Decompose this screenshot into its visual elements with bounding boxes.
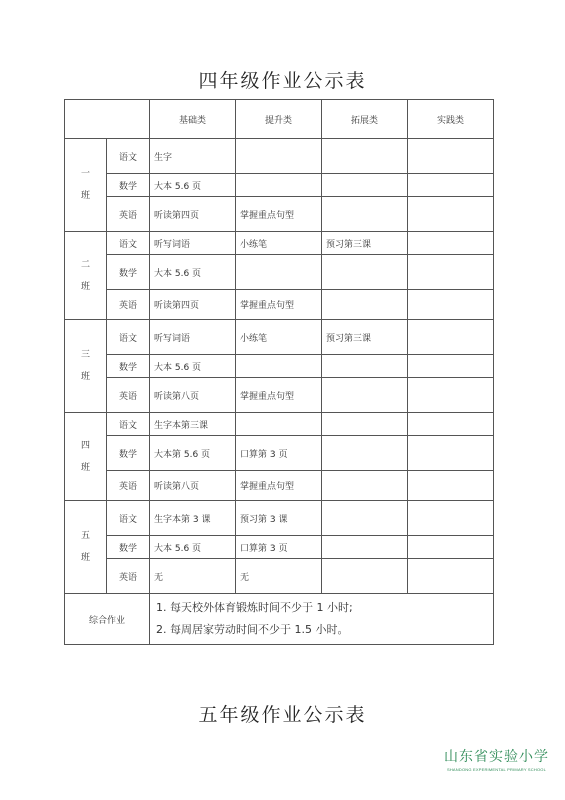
comprehensive-label: 综合作业 — [65, 594, 150, 645]
class-label-char: 班 — [80, 462, 90, 473]
subject-cell: 数学 — [107, 174, 150, 197]
subject-cell: 语文 — [107, 413, 150, 436]
table-row — [65, 255, 494, 290]
homework-cell: 口算第 3 页 — [236, 436, 322, 471]
header-corner — [65, 100, 150, 139]
homework-cell: 听读第八页 — [150, 471, 236, 501]
homework-cell: 听读第四页 — [150, 290, 236, 320]
subject-cell: 数学 — [107, 536, 150, 559]
homework-cell — [322, 501, 408, 536]
homework-cell — [322, 559, 408, 594]
page-title: 四年级作业公示表 — [198, 70, 367, 92]
homework-cell — [408, 139, 494, 174]
comprehensive-content — [150, 594, 494, 645]
subject-cell: 数学 — [107, 255, 150, 290]
table-row — [65, 290, 494, 320]
homework-cell — [236, 355, 322, 378]
homework-cell — [408, 174, 494, 197]
subject-cell: 语文 — [107, 232, 150, 255]
table-row — [65, 139, 494, 174]
header-improve: 提升类 — [236, 100, 322, 139]
homework-cell: 生字本第 3 课 — [150, 501, 236, 536]
class-label-char: 四 — [80, 440, 90, 451]
homework-cell: 掌握重点句型 — [236, 197, 322, 232]
table-row — [65, 559, 494, 594]
table-row — [65, 232, 494, 255]
header-row — [65, 100, 494, 139]
subject-cell: 英语 — [107, 378, 150, 413]
homework-cell — [322, 436, 408, 471]
table-row — [65, 536, 494, 559]
homework-cell — [322, 174, 408, 197]
comprehensive-line: 1. 每天校外体育锻炼时间不少于 1 小时; — [156, 601, 353, 614]
subject-cell: 英语 — [107, 559, 150, 594]
homework-cell — [236, 413, 322, 436]
homework-cell — [408, 320, 494, 355]
homework-cell — [408, 197, 494, 232]
homework-cell — [322, 197, 408, 232]
next-section-title: 五年级作业公示表 — [198, 704, 367, 726]
homework-cell: 大本 5.6 页 — [150, 174, 236, 197]
logo-text: 山东省实验小学 — [444, 749, 549, 765]
homework-cell: 听写词语 — [150, 232, 236, 255]
homework-cell — [408, 471, 494, 501]
homework-cell — [236, 255, 322, 290]
homework-cell: 听读第四页 — [150, 197, 236, 232]
class-label — [65, 320, 107, 413]
homework-cell: 掌握重点句型 — [236, 290, 322, 320]
subject-cell: 英语 — [107, 290, 150, 320]
subject-cell: 数学 — [107, 436, 150, 471]
class-label — [65, 501, 107, 594]
homework-cell — [236, 174, 322, 197]
header-extend: 拓展类 — [322, 100, 408, 139]
table-row — [65, 413, 494, 436]
homework-cell — [408, 536, 494, 559]
homework-cell: 无 — [236, 559, 322, 594]
homework-cell — [322, 255, 408, 290]
comprehensive-line: 2. 每周居家劳动时间不少于 1.5 小时。 — [156, 623, 349, 636]
table-row — [65, 471, 494, 501]
homework-cell — [408, 290, 494, 320]
homework-cell — [322, 139, 408, 174]
homework-cell — [408, 378, 494, 413]
table-row — [65, 436, 494, 471]
homework-cell: 大本 5.6 页 — [150, 536, 236, 559]
homework-cell: 听读第八页 — [150, 378, 236, 413]
header-basic: 基础类 — [150, 100, 236, 139]
homework-cell — [322, 355, 408, 378]
homework-cell — [408, 232, 494, 255]
table-row — [65, 197, 494, 232]
homework-cell — [408, 355, 494, 378]
table-row — [65, 355, 494, 378]
class-label-char: 班 — [80, 553, 90, 563]
class-label — [65, 232, 107, 320]
table-row — [65, 174, 494, 197]
homework-cell — [408, 255, 494, 290]
homework-cell — [322, 413, 408, 436]
class-label-char: 二 — [80, 259, 90, 270]
logo-subtext: SHANDONG EXPERIMENTAL PRIMARY SCHOOL — [446, 767, 547, 772]
homework-table — [64, 99, 494, 645]
homework-cell — [322, 378, 408, 413]
homework-cell: 预习第三课 — [322, 320, 408, 355]
homework-cell: 无 — [150, 559, 236, 594]
homework-cell: 小练笔 — [236, 320, 322, 355]
homework-cell: 听写词语 — [150, 320, 236, 355]
homework-cell — [408, 559, 494, 594]
class-label-char: 班 — [80, 281, 90, 292]
header-practice: 实践类 — [408, 100, 494, 139]
homework-cell — [322, 471, 408, 501]
homework-cell: 口算第 3 页 — [236, 536, 322, 559]
homework-cell: 生字 — [150, 139, 236, 174]
class-label-char: 三 — [80, 350, 90, 360]
homework-cell: 大本第 5.6 页 — [150, 436, 236, 471]
homework-cell: 小练笔 — [236, 232, 322, 255]
homework-cell — [236, 139, 322, 174]
homework-cell — [408, 436, 494, 471]
class-label-char: 班 — [80, 191, 90, 201]
homework-cell — [322, 290, 408, 320]
subject-cell: 数学 — [107, 355, 150, 378]
class-label-char: 班 — [80, 372, 90, 382]
table-row — [65, 320, 494, 355]
homework-cell: 掌握重点句型 — [236, 471, 322, 501]
homework-cell: 大本 5.6 页 — [150, 355, 236, 378]
school-logo — [444, 746, 549, 772]
class-label — [65, 413, 107, 501]
subject-cell: 英语 — [107, 197, 150, 232]
homework-cell: 生字本第三课 — [150, 413, 236, 436]
subject-cell: 英语 — [107, 471, 150, 501]
class-label — [65, 139, 107, 232]
table-row — [65, 501, 494, 536]
homework-cell: 预习第三课 — [322, 232, 408, 255]
class-label-char: 一 — [80, 169, 90, 179]
subject-cell: 语文 — [107, 501, 150, 536]
class-label-char: 五 — [80, 531, 90, 541]
table-row — [65, 378, 494, 413]
comprehensive-row — [65, 594, 494, 645]
homework-cell: 大本 5.6 页 — [150, 255, 236, 290]
homework-cell: 掌握重点句型 — [236, 378, 322, 413]
homework-cell — [408, 501, 494, 536]
subject-cell: 语文 — [107, 320, 150, 355]
homework-cell: 预习第 3 课 — [236, 501, 322, 536]
homework-cell — [408, 413, 494, 436]
subject-cell: 语文 — [107, 139, 150, 174]
homework-cell — [322, 536, 408, 559]
